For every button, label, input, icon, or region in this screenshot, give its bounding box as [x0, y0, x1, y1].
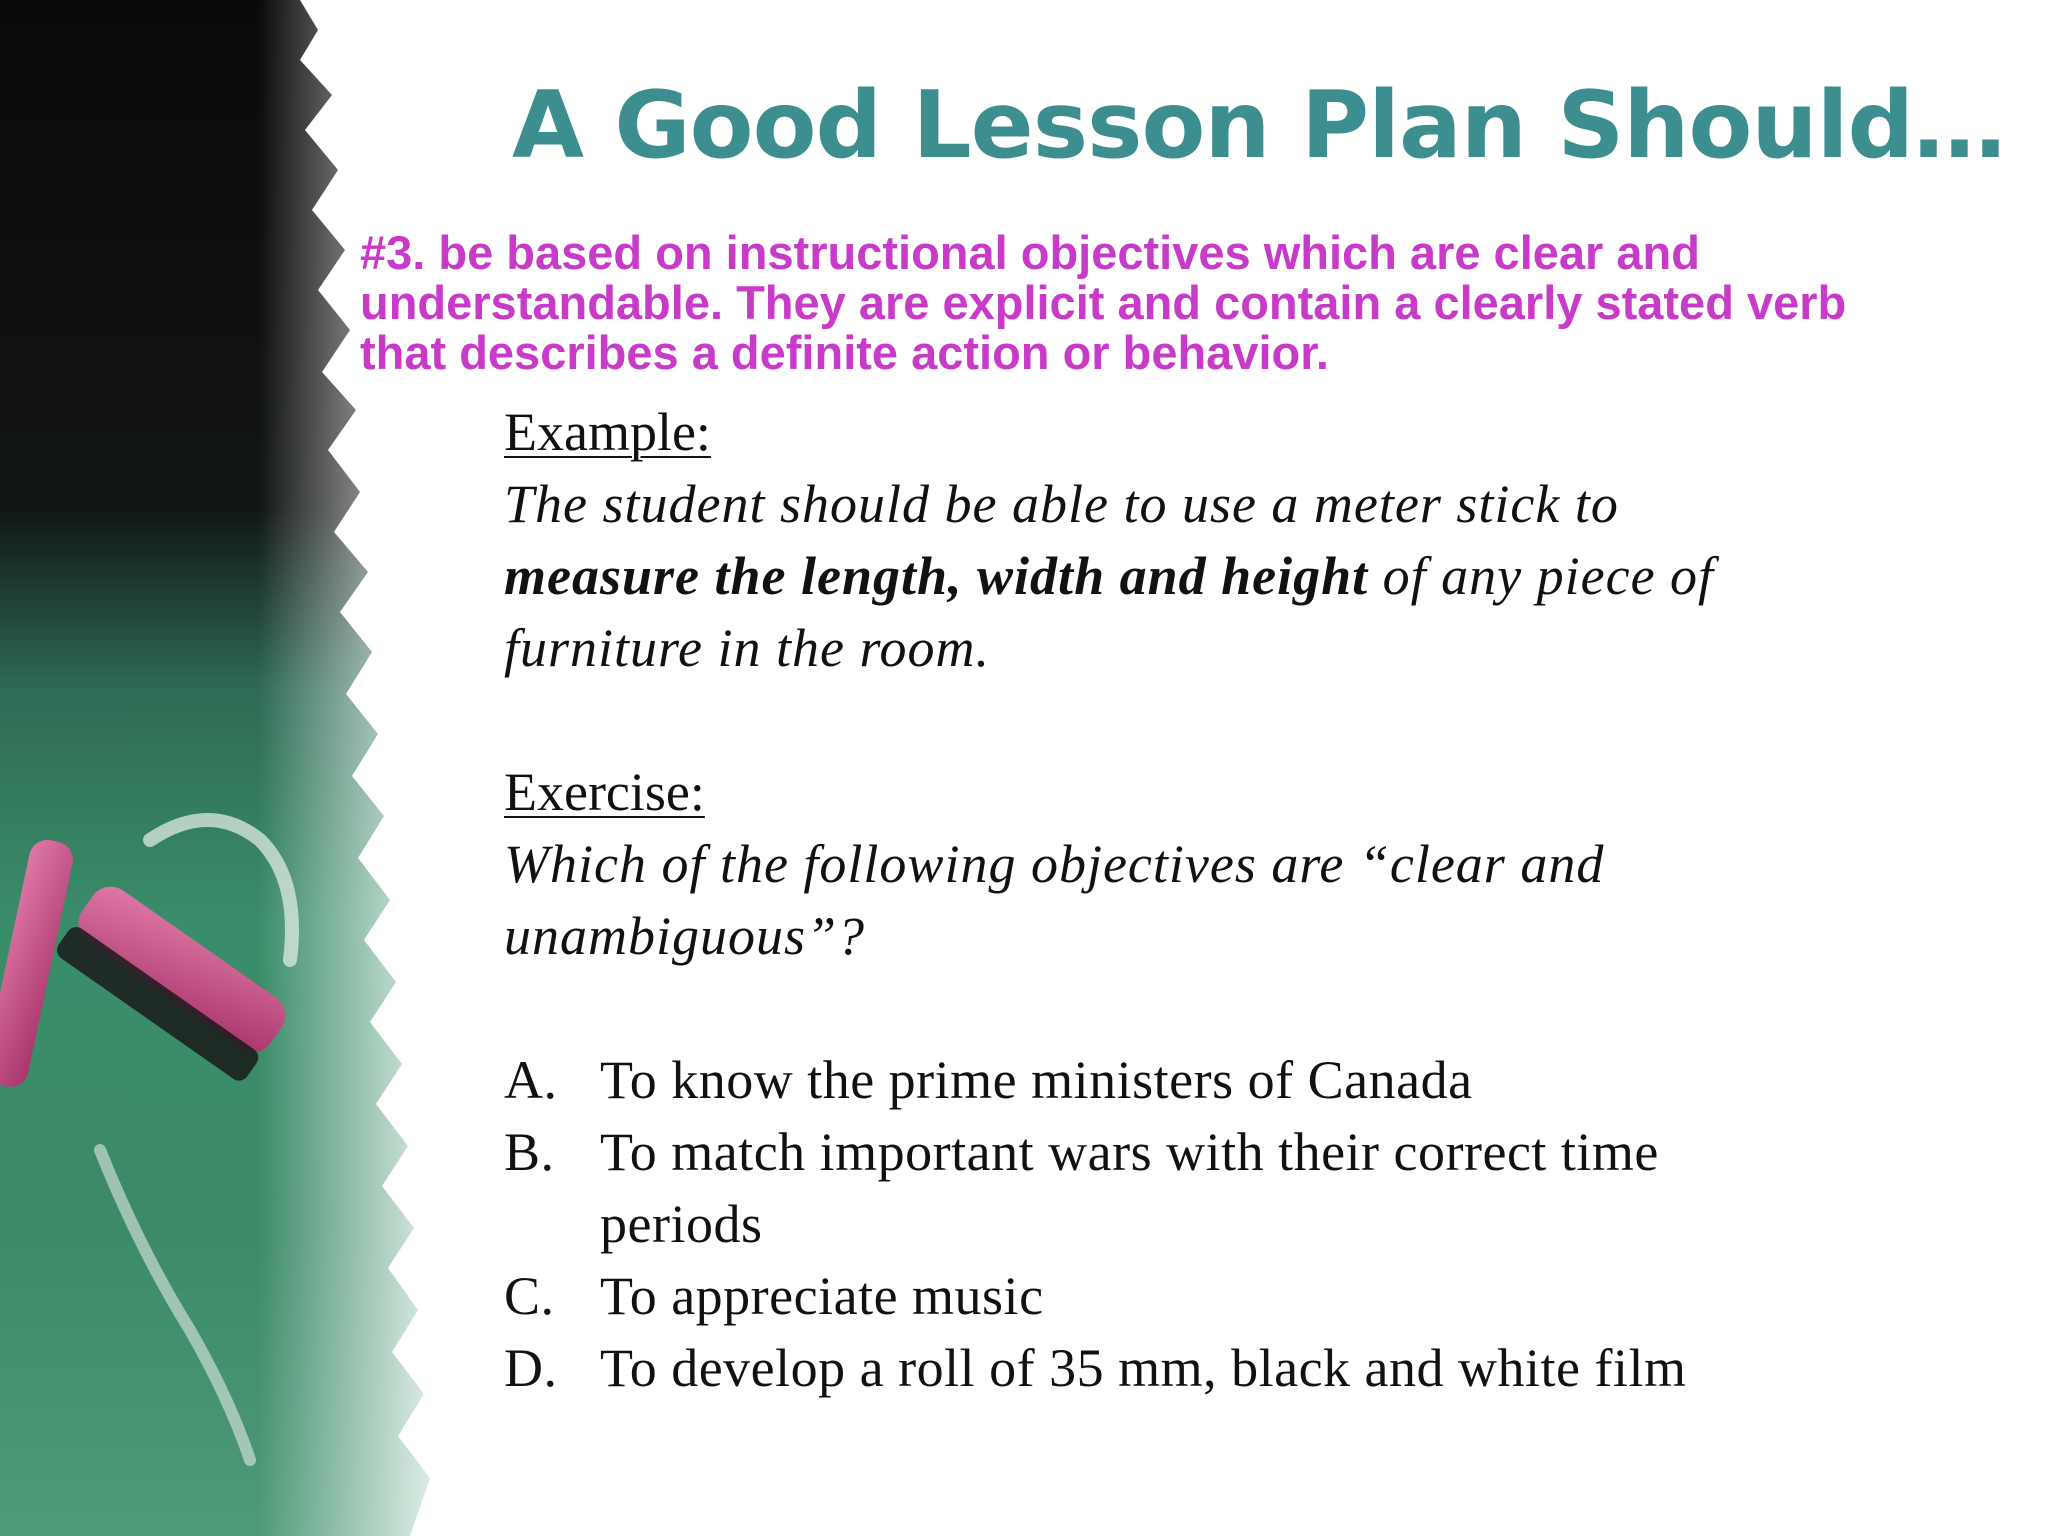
option-text: To know the prime ministers of Canada	[600, 1050, 1473, 1110]
options-list	[504, 1044, 1804, 1404]
example-text-bold: measure the length, width and height	[504, 546, 1369, 606]
option-letter: C.	[504, 1266, 555, 1326]
option-c	[504, 1260, 1804, 1332]
option-letter: D.	[504, 1338, 558, 1398]
slide-body	[504, 396, 1804, 1404]
example-text	[504, 468, 1804, 684]
example-heading: Example:	[504, 402, 711, 462]
option-text: To develop a roll of 35 mm, black and white film	[600, 1338, 1687, 1398]
option-text: To appreciate music	[600, 1266, 1044, 1326]
option-letter: A.	[504, 1050, 558, 1110]
principle-statement: #3. be based on instructional objectives which are clear and understandable. They are explicit and contain a clearly stated verb that describes a definite action or behavior.	[360, 226, 1847, 379]
example-text-after: of any piece of furniture in the room.	[504, 546, 1715, 678]
exercise-question: Which of the following objectives are “clear and unambiguous”?	[504, 834, 1605, 966]
spacer	[504, 684, 1804, 756]
option-a	[504, 1044, 1804, 1116]
option-text: To match important wars with their correct time periods	[600, 1122, 1659, 1254]
option-d	[504, 1332, 1804, 1404]
option-letter: B.	[504, 1122, 555, 1182]
option-b	[504, 1116, 1804, 1260]
spacer	[504, 972, 1804, 1044]
slide-title: A Good Lesson Plan Should…	[512, 71, 2006, 179]
exercise-heading: Exercise:	[504, 762, 705, 822]
example-text-before: The student should be able to use a meter stick to	[504, 474, 1619, 534]
